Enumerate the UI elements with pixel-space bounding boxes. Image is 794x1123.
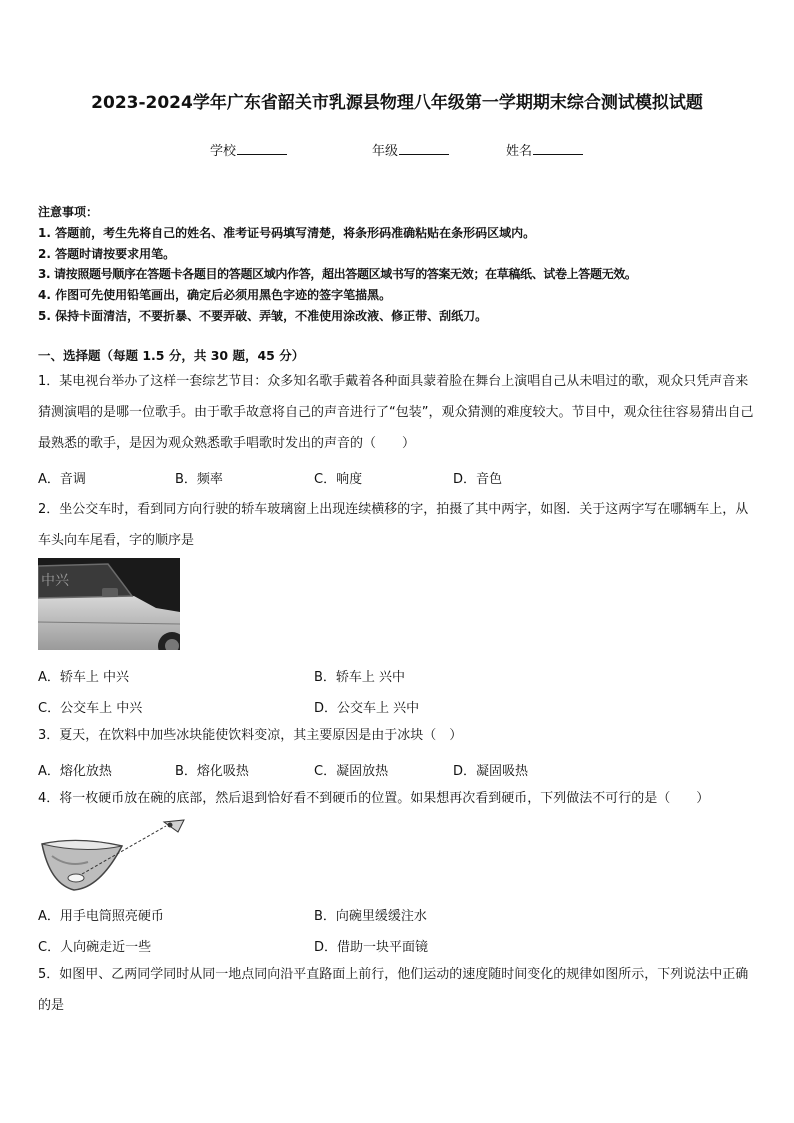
option-b[interactable]: B．频率 xyxy=(175,472,223,487)
option-d[interactable]: D．音色 xyxy=(453,472,503,487)
question-2-stem: 2．坐公交车时，看到同方向行驶的轿车玻璃窗上出现连续横移的字，拍摄了其中两字，如图．关于这两字写在哪辆车上，从车头向车尾看，字的顺序是 xyxy=(38,502,749,548)
school-blank[interactable] xyxy=(237,142,287,155)
school-label: 学校 xyxy=(210,144,237,159)
bowl-coin-diagram xyxy=(38,812,188,894)
option-c[interactable]: C．公交车上 中兴 xyxy=(38,701,143,716)
option-a[interactable]: A．用手电筒照亮硬币 xyxy=(38,909,164,924)
notice-heading: 注意事项： xyxy=(38,205,99,219)
option-a[interactable]: A．音调 xyxy=(38,472,86,487)
notice-item: 1. 答题前，考生先将自己的姓名、准考证号码填写清楚，将条形码准确粘贴在条形码区域内。 xyxy=(38,225,536,240)
option-b[interactable]: B．轿车上 兴中 xyxy=(314,670,406,685)
option-c[interactable]: C．响度 xyxy=(314,472,363,487)
section-title: 一、选择题（每题 1.5 分，共 30 题，45 分） xyxy=(38,348,305,363)
option-a[interactable]: A．轿车上 中兴 xyxy=(38,670,130,685)
school-field xyxy=(210,140,287,159)
name-blank[interactable] xyxy=(533,142,583,155)
grade-field xyxy=(372,140,449,159)
question-3-stem: 3．夏天，在饮料中加些冰块能使饮料变凉，其主要原因是由于冰块（ ） xyxy=(38,728,463,743)
grade-label: 年级 xyxy=(372,144,399,159)
exam-title: 2023-2024学年广东省韶关市乳源县物理八年级第一学期期末综合测试模拟试题 xyxy=(91,93,703,113)
question-3-options xyxy=(38,760,760,780)
question-1-options xyxy=(38,468,760,488)
question-1-stem: 1．某电视台举办了这样一套综艺节目：众多知名歌手戴着各种面具蒙着脸在舞台上演唱自己从未唱过的歌，观众只凭声音来猜测演唱的是哪一位歌手。由于歌手故意将自己的声音进行了“包装”，观众猜测的难度较大。节目中，观众往往容易猜出自己最熟悉的歌手，是因为观众熟悉歌手唱歌时发出的声音的（ ） xyxy=(38,374,754,451)
option-d[interactable]: D．凝固吸热 xyxy=(453,764,529,779)
grade-blank[interactable] xyxy=(399,142,449,155)
option-c[interactable]: C．人向碗走近一些 xyxy=(38,940,152,955)
option-d[interactable]: D．借助一块平面镜 xyxy=(314,940,429,955)
car-window-photo xyxy=(38,558,180,650)
question-5-stem: 5．如图甲、乙两同学同时从同一地点同向沿平直路面上前行，他们运动的速度随时间变化的规律如图所示，下列说法中正确的是 xyxy=(38,967,749,1013)
notice-item: 5. 保持卡面清洁，不要折暴、不要弄破、弄皱，不准使用涂改液、修正带、刮纸刀。 xyxy=(38,308,488,323)
question-4-stem: 4．将一枚硬币放在碗的底部，然后退到恰好看不到硬币的位置。如果想再次看到硬币，下列做法不可行的是（ ） xyxy=(38,791,710,806)
option-a[interactable]: A．熔化放热 xyxy=(38,764,112,779)
notice-item: 4. 作图可先使用铅笔画出，确定后必须用黑色字迹的签字笔描黑。 xyxy=(38,288,392,303)
option-c[interactable]: C．凝固放热 xyxy=(314,764,389,779)
name-field xyxy=(506,140,583,159)
option-b[interactable]: B．向碗里缓缓注水 xyxy=(314,909,427,924)
notice-block xyxy=(38,202,768,327)
name-label: 姓名 xyxy=(506,144,533,159)
notice-item: 2. 答题时请按要求用笔。 xyxy=(38,246,176,261)
question-4-options-row-2 xyxy=(38,936,760,956)
question-4-options-row-1 xyxy=(38,905,760,925)
question-2-options-row-1 xyxy=(38,666,760,686)
question-2-options-row-2 xyxy=(38,697,760,717)
option-b[interactable]: B．熔化吸热 xyxy=(175,764,249,779)
notice-item: 3. 请按照题号顺序在答题卡各题目的答题区域内作答，超出答题区域书写的答案无效；在草稿纸、试卷上答题无效。 xyxy=(38,267,637,282)
car-window-text: 中兴 xyxy=(41,573,69,589)
option-d[interactable]: D．公交车上 兴中 xyxy=(314,701,420,716)
